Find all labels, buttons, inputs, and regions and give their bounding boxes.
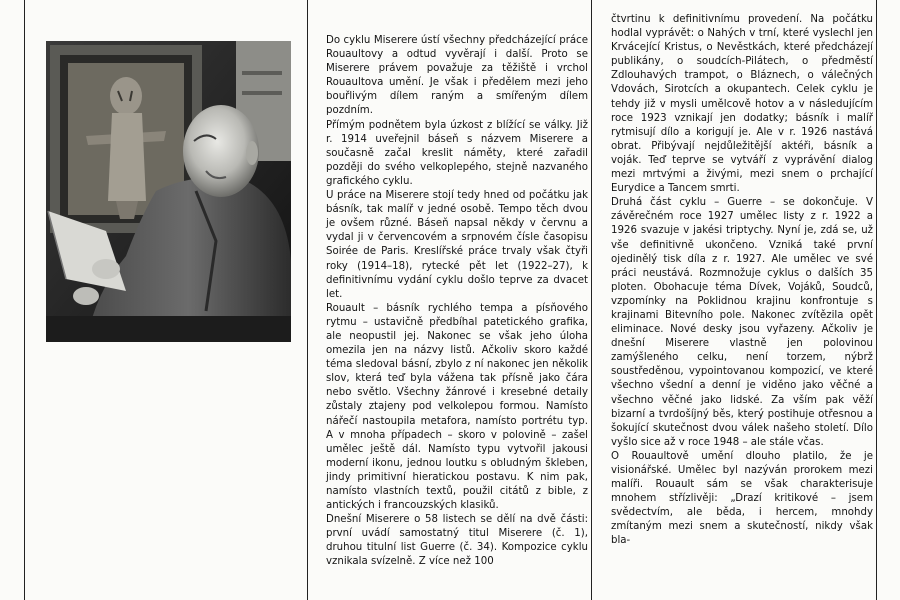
paragraph: O Rouaultově umění dlouho platilo, že je visionářské. Umělec byl nazýván prorokem mezi malíři. Rouault sám se však charakterisuje mnohem střízlivěji: „Drazí kritikové – jsem svědectvím, ale běda, i hercem, mnohdy zmítaným mezi snem a skutečností, nikdy však bla-: [611, 450, 873, 547]
portrait-photo: [46, 41, 291, 342]
paragraph: Dnešní Miserere o 58 listech se dělí na dvě části: první uvádí samostatný titul Miserere (č. 1), druhou titulní list Guerre (č. 34). Kompozice cyklu vznikala svízelně. Z více než 100: [326, 514, 588, 568]
paragraph: U práce na Miserere stojí tedy hned od počátku jak básník, tak malíř v jedné osobě. Tempo těch dvou je ovšem různé. Báseň napsal někdy v červnu a vydal ji v červencovém a srpnovém čísle časopisu Soirée de Paris. Kreslířské práce trvaly však čtyři roky (1914–18), rytecké pět let (1922–27), k definitivnímu vydání cyklu došlo teprve za dvacet let.: [326, 190, 588, 300]
text-column-middle: [326, 34, 588, 570]
paragraph: Druhá část cyklu – Guerre – se dokončuje. V závěrečném roce 1927 umělec listy z r. 1922 a 1926 svazuje v jakési triptychy. Nyní je, zdá se, už vše definitivně ukončeno. Vzniká také první ojedinělý tisk díla z r. 1927. Ale umělec ve své práci neustává. Rozmnožuje cyklus o dalších 35 ploten. Obohacuje téma Dívek, Vojáků, Soudců, vzpomínky na Poklidnou krajinu konfrontuje s krajinami Bitevního pole. Nakonec zvítězila opět eliminace. Nové desky jsou vyřazeny. Ačkoliv je dnešní Miserere vlastně jen polovinou zamýšleného celku, není torzem, nýbrž soustředěnou, vypointovanou kompozicí, ve které všechno všední a denní je viděno jako věčné a všechno věčné jako lidské. Za vším pak věží bizarní a tvrdošíjný běs, který postihuje otřesnou a šokující skutečnost dvou válek našeho století. Dílo vyšlo sice až v roce 1948 – ale stále včas.: [611, 197, 873, 448]
paragraph: Do cyklu Miserere ústí všechny předcházející práce Rouaultovy a odtud vyvěrají i další. Proto se Miserere právem považuje za těžiště i vrchol Rouaultova umění. Je však i předělem mezi jeho bouřlivým dílem raným a smířeným dílem pozdním.: [326, 35, 588, 117]
paragraph: Rouault – básník rychlého tempa a písňového rytmu – ustavičně předbíhal patetického grafika, ale neopustil jej. Nakonec se však jeho úloha omezila jen na názvy listů. Ačkoliv skoro každé téma sledoval básní, zbylo z ní nakonec jen několik slov, která teď byla vážena tak přísně jako čára nebo světlo. Všechny žánrové i kresebné detaily zůstaly ztajeny pod velkolepou formou. Namísto nářečí nastoupila metafora, namísto portrétu typ. A v mnoha případech – skoro v polovině – zašel umělec ještě dál. Namísto typu vytvořil jakousi moderní ikonu, jednou loutku s obludným škleben, jindy primitivní hieratickou postavu. K nim pak, namísto vlastních textů, použil citátů z bible, z antických i francouzských klasiků.: [326, 302, 588, 512]
column-rule-right: [876, 0, 877, 600]
column-rule-left: [24, 0, 25, 600]
column-rule-middle-left: [307, 0, 308, 600]
text-column-right: [611, 13, 873, 549]
paragraph: čtvrtinu k definitivnímu provedení. Na počátku hodlal vyprávět: o Nahých v trní, které vyslechl jen Krvácející Kristus, o Nevěstkách, které předcházejí publikány, o soudcích-Pilátech, o předměstí Zdlouhavých trampot, o Bláznech, o válečných Vdovách, Sirotcích a okupantech. Celek cyklu je tehdy již v mysli umělcově hotov a v následujícím roce 1923 vznikají jen dodatky; básník i malíř rytmisují dílo a korigují je. Ale v r. 1926 nastává obrat. Přibývají nejdůležitější aktéři, básník a voják. Teď teprve se vytváří z vyprávění dialog mezi mrtvými a živými, mezi snem o prchající Eurydice a Tancem smrti.: [611, 14, 873, 195]
portrait-photo-image: [46, 41, 291, 342]
column-rule-middle-right: [591, 0, 592, 600]
paragraph: Přímým podnětem byla úzkost z blížící se války. Již r. 1914 uveřejnil báseň s názvem Miserere a současně začal kreslit náměty, které zařadil později do svého velkoplepého, stejně nazvaného grafického cyklu.: [326, 119, 588, 187]
